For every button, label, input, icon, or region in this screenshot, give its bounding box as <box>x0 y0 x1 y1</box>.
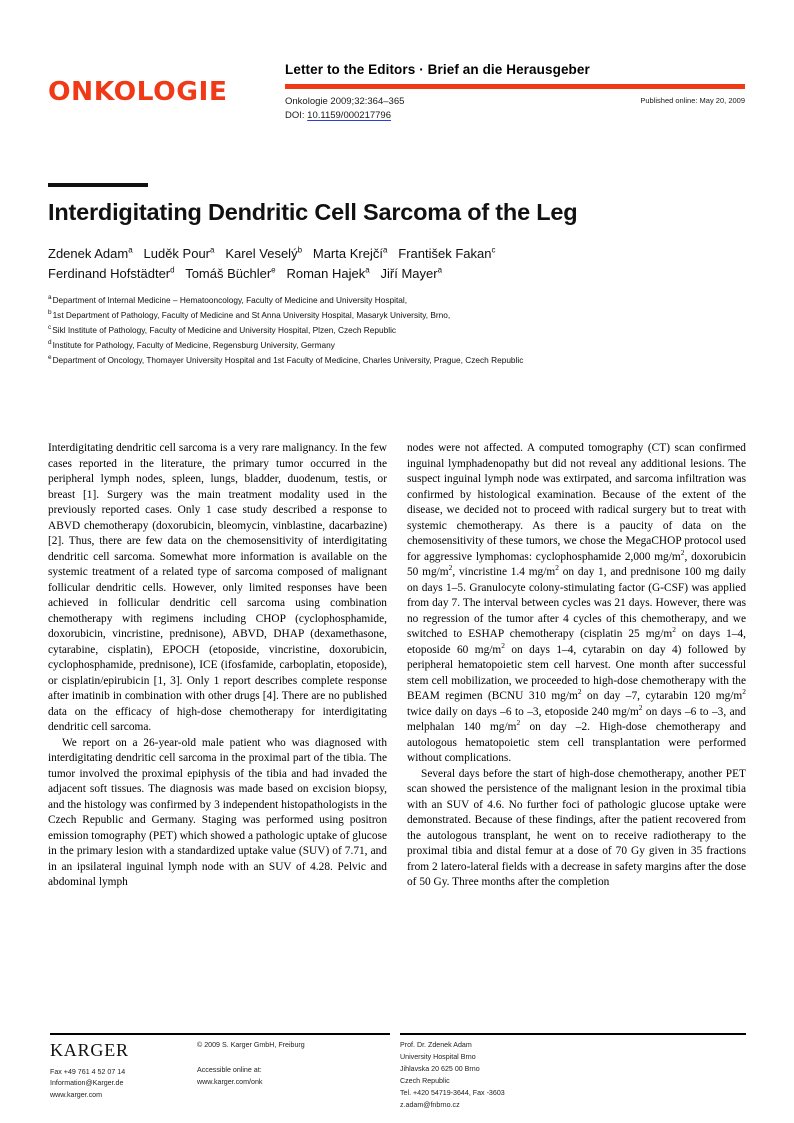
paragraph-segment: on day –2. High-dose chemotherapy and autologous hematopoietic stem cell transplantation were performed without complications. <box>407 721 746 765</box>
paragraph-segment: twice daily on days –6 to –3, etoposide 240 mg/m <box>407 705 639 718</box>
author-entry <box>48 246 133 261</box>
copyright-block <box>197 1040 397 1088</box>
accessible-online-label: Accessible online at: <box>197 1066 262 1075</box>
publisher-website[interactable]: www.karger.com <box>50 1090 103 1099</box>
citation-line: Onkologie 2009;32:364–365 <box>285 96 405 107</box>
paragraph-segment: nodes were not affected. A computed tomography (CT) scan confirmed inguinal lymphadenopathy but did not reveal any additional lesions. The suspect inguinal lymph node was extirpated, and sarcoma infiltration was confirmed by histological examination. Because of the extent of the disease, we decided not to proceed with radical surgery but to treat with systemic chemotherapy. As there is a paucity of data on the chemosensitivity of these tumors, we chose the MegaCHOP protocol used for aggressive lymphomas: cyclophosphamide 2,000 mg/m <box>407 442 746 563</box>
author-affiliation-marker: b <box>297 245 303 255</box>
published-online-date: Published online: May 20, 2009 <box>640 96 745 105</box>
affiliation-marker: d <box>48 339 52 347</box>
unit-superscript: 2 <box>672 625 676 635</box>
correspondence-block <box>400 1040 740 1111</box>
author-name: Roman Hajek <box>286 265 366 281</box>
author-entry <box>313 246 388 261</box>
unit-superscript: 2 <box>516 718 521 728</box>
publisher-email[interactable]: Information@Karger.de <box>50 1079 124 1088</box>
correspondence-country: Czech Republic <box>400 1076 450 1085</box>
author-entry <box>225 246 302 261</box>
author-entry <box>398 246 495 261</box>
affiliation-text: Department of Oncology, Thomayer University Hospital and 1st Faculty of Medicine, Charles University, Prague, Czech Republic <box>52 354 524 365</box>
author-name: Ferdinand Hofstädter <box>48 265 171 281</box>
paragraph-segment: on days –6 to –3, and melphalan 140 mg/m <box>407 705 746 734</box>
affiliation-text: Department of Internal Medicine – Hematooncology, Faculty of Medicine and University Hospital, <box>52 294 408 305</box>
affiliation-marker: e <box>48 354 52 362</box>
publisher-fax: Fax +49 761 4 52 07 14 <box>50 1068 126 1076</box>
author-name: Jiří Mayer <box>380 265 438 281</box>
left-column <box>48 441 387 1006</box>
author-name: Zdenek Adam <box>48 246 129 261</box>
paragraph <box>407 441 746 767</box>
author-name: Karel Veselý <box>225 246 298 261</box>
author-row-2 <box>48 264 748 284</box>
affiliation-item <box>48 352 758 367</box>
right-column <box>407 441 746 1006</box>
author-affiliation-marker: a <box>128 245 133 255</box>
paragraph: Several days before the start of high-dose chemotherapy, another PET scan showed the persistence of the malignant lesion in the proximal tibia with an SUV of 4.6. No further foci of pathologic glucose uptake were demonstrated. Because of these findings, after the patient recovered from the autologous transplant, he went on to receive radiotherapy to the proximal tibia and distal femur at a dose of 70 Gy given in 35 fractions from 2 latero-lateral fields with a decrease in safety margins after the dose of 50 Gy. Three months after the completion <box>407 767 746 889</box>
unit-superscript: 2 <box>742 687 746 697</box>
correspondence-name: Prof. Dr. Zdenek Adam <box>400 1041 472 1049</box>
doi-link[interactable]: 10.1159/000217796 <box>307 109 391 121</box>
author-entry <box>381 266 443 281</box>
author-entry <box>48 266 175 281</box>
accessible-online-url[interactable]: www.karger.com/onk <box>197 1077 263 1086</box>
correspondence-street: Jihlavska 20 625 00 Brno <box>400 1064 480 1073</box>
correspondence-email[interactable]: z.adam@fnbrno.cz <box>400 1100 460 1109</box>
footer-divider-right <box>400 1033 746 1035</box>
paragraph: We report on a 26-year-old male patient who was diagnosed with interdigitating dendritic cell sarcoma in the proximal part of the tibia. The tumor involved the proximal epiphysis of the tibia and had invaded the adjacent soft tissues. The diagnosis was made based on excision biopsy, and the histology was confirmed by 3 independent histopathologists in the Czech Republic and Germany. Staging was performed using positron emission tomography (PET) which showed a pathologic uptake of glucose in the primary lesion with a standardized uptake value (SUV) of 7.71, and in an ipsilateral inguinal lymph node with an SUV of 4.28. Pelvic and abdominal lymph <box>48 736 387 889</box>
author-name: František Fakan <box>398 246 492 261</box>
affiliation-marker: b <box>48 309 52 317</box>
unit-superscript: 2 <box>555 563 559 573</box>
copyright-notice: © 2009 S. Karger GmbH, Freiburg <box>197 1041 305 1049</box>
author-affiliation-marker: c <box>491 245 496 255</box>
author-name: Tomáš Büchler <box>185 265 272 281</box>
unit-superscript: 2 <box>501 640 505 650</box>
author-affiliation-marker: a <box>365 265 370 275</box>
paragraph-segment: on day –7, cytarabin 120 mg/m <box>581 690 743 703</box>
doi-label: DOI: <box>285 109 308 121</box>
author-affiliation-marker: a <box>437 265 443 275</box>
affiliation-text: Institute for Pathology, Faculty of Medicine, Regensburg University, Germany <box>52 339 335 350</box>
correspondence-institution: University Hospital Brno <box>400 1052 476 1061</box>
unit-superscript: 2 <box>577 687 582 697</box>
author-affiliation-marker: a <box>382 245 388 255</box>
author-row-1 <box>48 244 748 264</box>
correspondence-phone: Tel. +420 54719-3644, Fax -3603 <box>400 1088 505 1097</box>
author-affiliation-marker: e <box>271 265 276 275</box>
header-metadata <box>285 95 745 123</box>
author-affiliation-marker: d <box>170 265 175 275</box>
author-entry <box>286 266 369 281</box>
journal-logo: ONKOLOGIE <box>48 77 228 107</box>
unit-superscript: 2 <box>448 563 453 573</box>
unit-superscript: 2 <box>638 702 643 712</box>
doi-line <box>285 109 745 123</box>
affiliation-item <box>48 337 758 352</box>
section-kicker: Letter to the Editors · Brief an die Herausgeber <box>285 62 590 77</box>
affiliation-text: Sikl Institute of Pathology, Faculty of Medicine and University Hospital, Plzen, Czech Republic <box>52 324 397 335</box>
header-right-block <box>285 62 745 123</box>
affiliation-marker: a <box>48 294 52 301</box>
paragraph-segment: on days 1–4, cytarabin on day 4) followed by peripheral hematopoietic stem cell harvest. One month after successful stem cell mobilization, we proceeded to high-dose chemotherapy with the BEAM regimen (BCNU 310 mg/m <box>407 643 746 703</box>
author-affiliation-marker: a <box>210 245 215 255</box>
paragraph: Interdigitating dendritic cell sarcoma is a very rare malignancy. In the few cases reported in the literature, the primary tumor occurred in the peripheral lymph nodes, spleen, lungs, bladder, duodenum, testis, or breast [1]. Surgery was the main treatment modality used in the previously reported cases. Only 1 case study described a response to ABVD chemotherapy (doxorubicin, bleomycin, vinblastine, dacarbazine) [2]. Thus, there are few data on the chemosensitivity of interdigitating dendritic cell sarcoma. Somewhat more information is available on the systemic treatment of a related type of sarcoma composed of malignant follicular dendritic cells. However, only limited responses have been achieved in follicular dendritic cell sarcoma using combination chemotherapy with regimens including CHOP (cyclophosphamide, doxorubicin, vincristine, prednisone), ABVD, DHAP (dexamethasone, cytarabine, cisplatin), EPOCH (etoposide, vincristine, doxorubicin, cyclophosphamide, prednisone), ICE (ifosfamide, carboplatin, etoposide), or cisplatin/epirubicin [1, 3]. Only 1 report describes complete response after imatinib in combination with other drugs [4]. There are no published data on the efficacy of high-dose chemotherapy for interdigitating dendritic cell sarcoma. <box>48 442 387 734</box>
paragraph-segment: on days 1–4, etoposide 60 mg/m <box>407 628 746 656</box>
author-name: Luděk Pour <box>143 246 211 261</box>
publisher-logo: KARGER <box>50 1040 129 1060</box>
publisher-block <box>50 1040 200 1101</box>
footer-divider-left <box>50 1033 390 1035</box>
unit-superscript: 2 <box>680 547 685 557</box>
affiliation-item <box>48 292 758 307</box>
affiliation-marker: c <box>48 324 52 332</box>
paragraph-segment: on day 1, and prednisone 100 mg daily on days 1–5. Granulocyte colony-stimulating factor (G-CSF) was applied from day 7. The interval between cycles was 21 days. However, there was no regression of the tumor after 4 cycles of this chemotherapy, and we switched to ESHAP chemotherapy (cisplatin 25 mg/m <box>407 566 746 641</box>
publisher-contact <box>50 1067 200 1101</box>
affiliation-list <box>48 292 758 367</box>
author-entry <box>144 246 215 261</box>
body-columns <box>48 441 746 1006</box>
paragraph-segment: , doxorubicin 50 mg/m <box>407 550 747 579</box>
page-title: Interdigitating Dendritic Cell Sarcoma of the Leg <box>48 199 578 225</box>
affiliation-item <box>48 307 758 322</box>
paragraph-segment: , vincristine 1.4 mg/m <box>452 566 556 579</box>
author-entry <box>185 266 275 281</box>
affiliation-item <box>48 322 758 337</box>
author-list <box>48 244 748 283</box>
author-name: Marta Krejčí <box>312 246 383 261</box>
header-red-rule <box>285 84 745 89</box>
affiliation-text: 1st Department of Pathology, Faculty of Medicine and St Anna University Hospital, Masaryk University, Brno, <box>52 309 451 320</box>
title-divider-rule <box>48 183 148 187</box>
